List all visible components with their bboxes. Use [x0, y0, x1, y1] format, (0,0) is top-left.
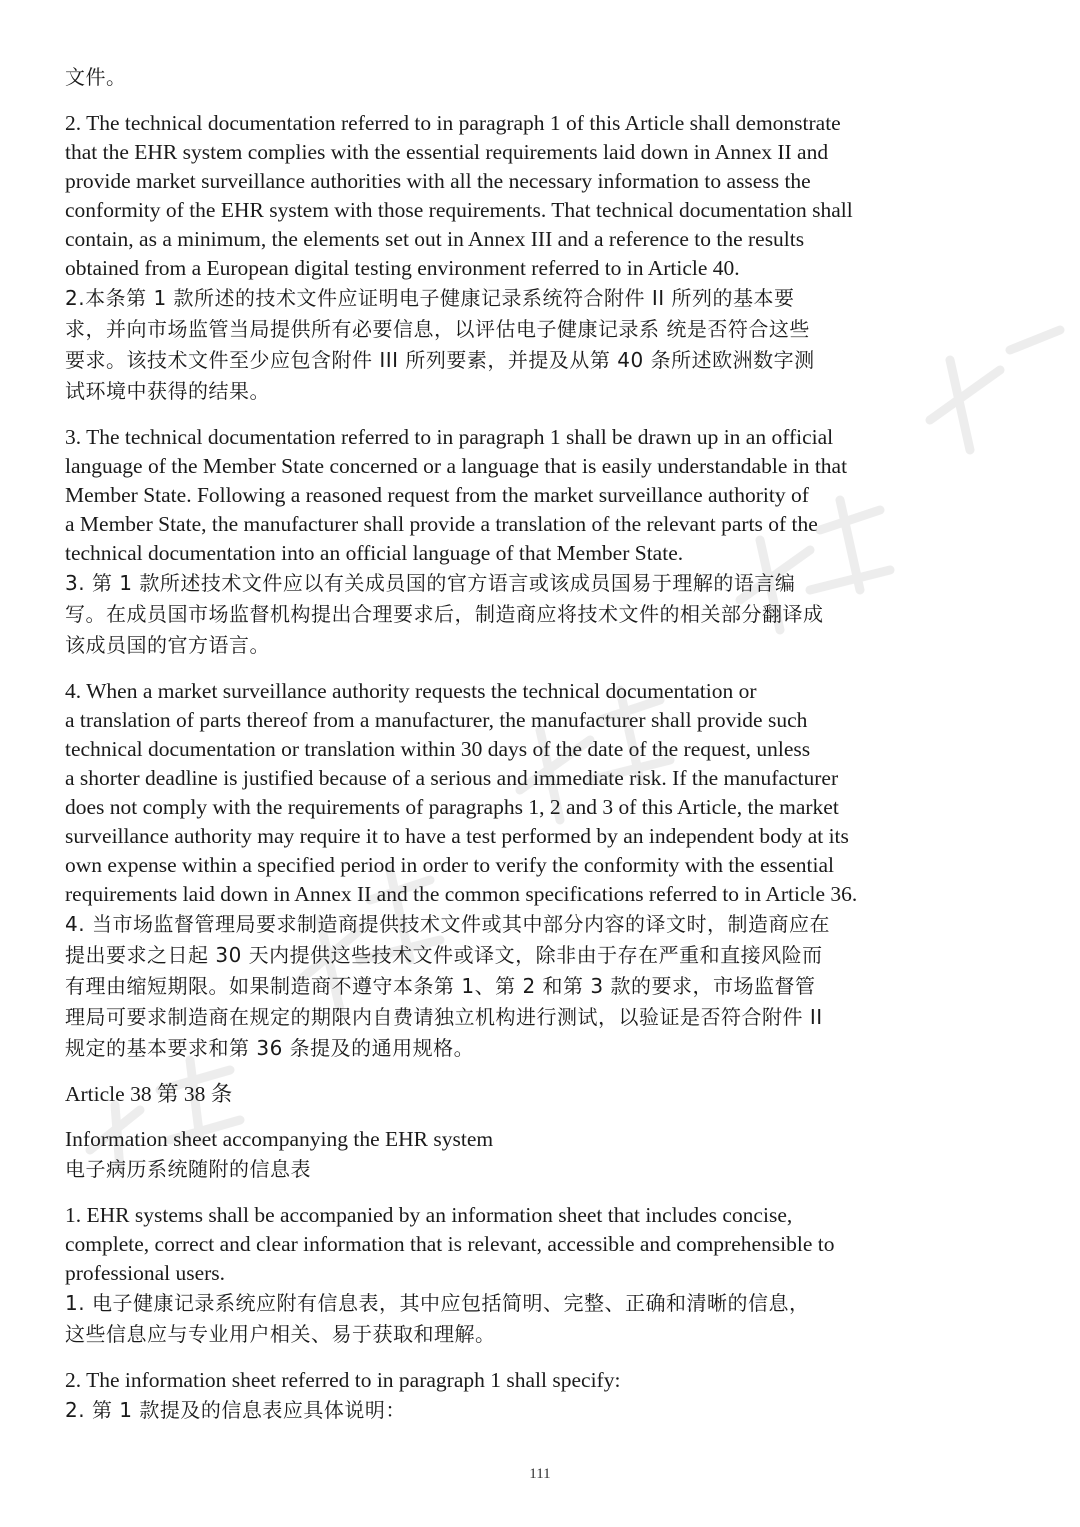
paragraph-zh: 2. 第 1 款提及的信息表应具体说明： [65, 1398, 406, 1422]
article-38-paragraph-2 [65, 1366, 1015, 1426]
paragraph-3 [65, 423, 1015, 661]
paragraph-en: 2. The information sheet referred to in paragraph 1 shall specify: [65, 1368, 621, 1392]
paragraph-zh: 2.本条第 1 款所述的技术文件应证明电子健康记录系统符合附件 II 所列的基本要 求，并向市场监管当局提供所有必要信息，以评估电子健康记录系 统是否符合这些 要求。该技术文件至少应包含附件 III 所列要素，并提及从第 40 条所述欧洲数字测 试环境中获得的结果。 [65, 286, 815, 403]
article-title-en: Information sheet accompanying the EHR system [65, 1127, 494, 1151]
paragraph-zh: 3. 第 1 款所述技术文件应以有关成员国的官方语言或该成员国易于理解的语言编 写。在成员国市场监督机构提出合理要求后，制造商应将技术文件的相关部分翻译成 该成员国的官方语言。 [65, 571, 824, 657]
paragraph-en: 3. The technical documentation referred to in paragraph 1 shall be drawn up in an official language of the Member State concerned or a language that is easily understandable in that Member State. Following a reasoned request from the market surveillance authority of a Member State, the manufacturer shall provide a translation of the relevant parts of the technical documentation into an official language of that Member State. [65, 425, 848, 565]
paragraph-en: 1. EHR systems shall be accompanied by an information sheet that includes concise, complete, correct and clear information that is relevant, accessible and comprehensible to professional users. [65, 1203, 835, 1285]
paragraph-en: 2. The technical documentation referred to in paragraph 1 of this Article shall demonstrate that the EHR system complies with the essential requirements laid down in Annex II and provide market surveillance authorities with all the necessary information to assess the conformity of the EHR system with those requirements. That technical documentation shall contain, as a minimum, the elements set out in Annex III and a reference to the results obtained from a European digital testing environment referred to in Article 40. [65, 111, 853, 280]
article-heading: Article 38 第 38 条 [65, 1082, 233, 1106]
article-title-zh: 电子病历系统随附的信息表 [65, 1157, 311, 1181]
paragraph-zh: 1. 电子健康记录系统应附有信息表，其中应包括简明、完整、正确和清晰的信息， 这些信息应与专业用户相关、易于获取和理解。 [65, 1291, 810, 1346]
article-38-paragraph-1 [65, 1201, 1015, 1350]
page-number: 111 [529, 1466, 551, 1482]
paragraph-4 [65, 677, 1015, 1064]
paragraph-zh: 4. 当市场监督管理局要求制造商提供技术文件或其中部分内容的译文时，制造商应在 提出要求之日起 30 天内提供这些技术文件或译文，除非由于存在严重和直接风险而 有理由缩短期限。如果制造商不遵守本条第 1、第 2 和第 3 款的要求，市场监督管 理局可要求制造商在规定的期限内自费请独立机构进行测试，以验证是否符合附件 II 规定的基本要求和第 36 条提及的通用规格。 [65, 912, 830, 1060]
paragraph-en: 4. When a market surveillance authority requests the technical documentation or a translation of parts thereof from a manufacturer, the manufacturer shall provide such technical documentation or translation within 30 days of the date of the request, unless a shorter deadline is justified because of a serious and immediate risk. If the manufacturer does not comply with the requirements of paragraphs 1, 2 and 3 of this Article, the market surveillance authority may require it to have a test performed by an independent body at its own expense within a specified period in order to verify the conformity with the essential requirements laid down in Annex II and the common specifications referred to in Article 36. [65, 679, 858, 906]
continuation-text: 文件。 [65, 65, 127, 89]
document-body [65, 62, 1015, 1426]
paragraph-2 [65, 109, 1015, 407]
